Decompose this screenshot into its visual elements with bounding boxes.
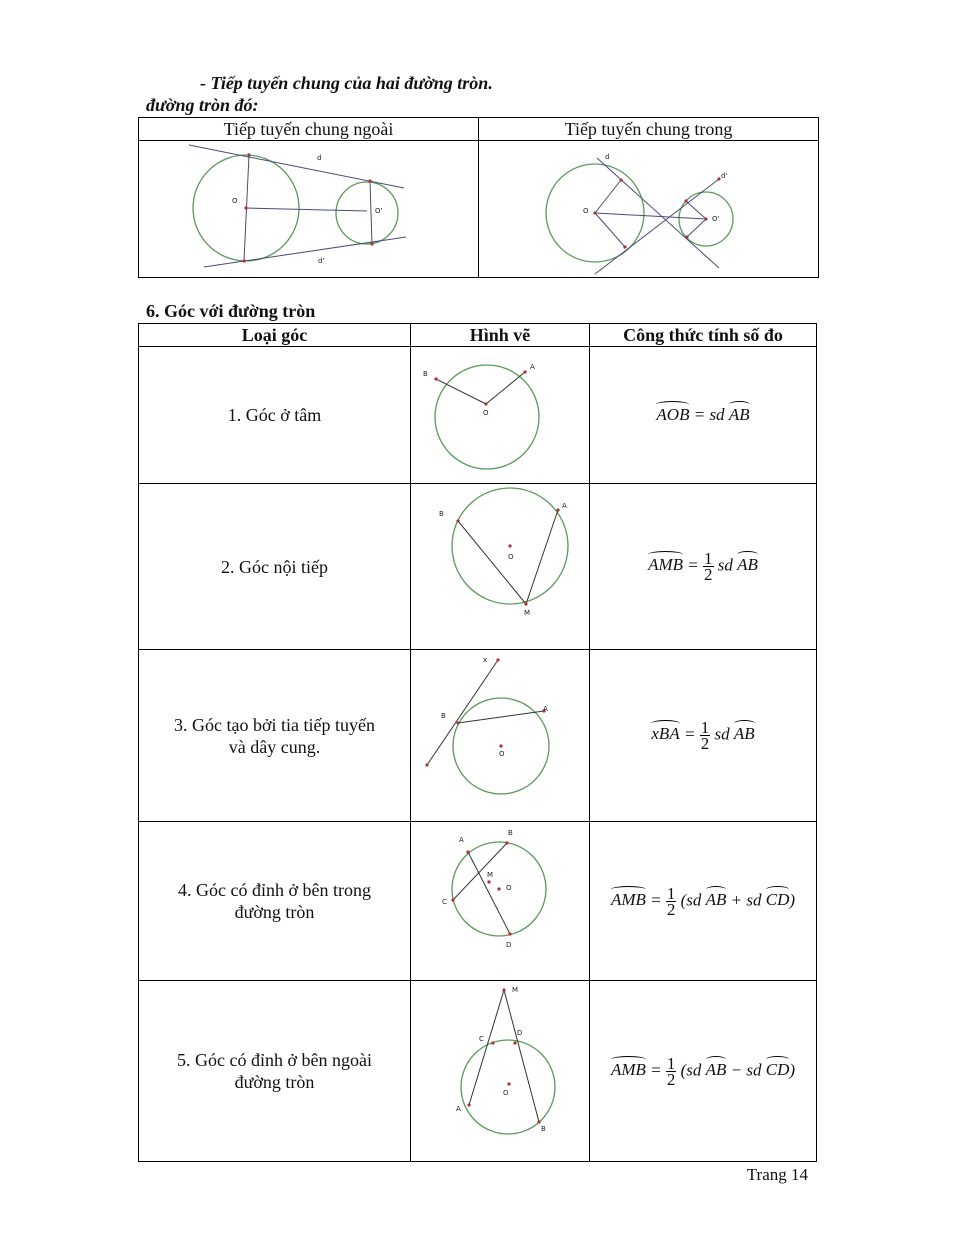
tangent-chord-angle-figure bbox=[411, 650, 589, 821]
col-inner-tangent: Tiếp tuyến chung trong bbox=[479, 118, 819, 141]
label-O: O bbox=[503, 1089, 509, 1097]
label-A: A bbox=[562, 502, 567, 510]
angle-name: 5. Góc có đỉnh ở bên ngoài bbox=[177, 1050, 372, 1070]
label-O: O bbox=[508, 553, 514, 561]
formula-lhs: AMB bbox=[648, 555, 684, 575]
tangent-section-title: - Tiếp tuyến chung của hai đường tròn. bbox=[200, 73, 493, 93]
col-outer-tangent: Tiếp tuyến chung ngoài bbox=[139, 118, 479, 141]
angle-name-cell bbox=[139, 981, 411, 1162]
label-C: C bbox=[479, 1035, 484, 1043]
formula-arc: AB bbox=[733, 724, 755, 744]
formula-lhs: AMB bbox=[610, 1059, 646, 1079]
label-D: D bbox=[506, 941, 512, 949]
label-B: B bbox=[441, 712, 446, 720]
label-B: B bbox=[541, 1125, 546, 1133]
formula-cell: AOB = sd AB bbox=[590, 347, 817, 484]
page-number: Trang 14 bbox=[746, 1165, 808, 1184]
formula-arc-2: CD bbox=[765, 889, 790, 909]
outer-tangent-figure bbox=[139, 141, 478, 277]
label-d: d bbox=[605, 153, 610, 161]
formula-arc-2: CD bbox=[765, 1059, 790, 1079]
formula-fraction: $\frac{1}{2}$ bbox=[666, 1053, 676, 1089]
label-C: C bbox=[442, 898, 447, 906]
center-line bbox=[246, 208, 367, 211]
radius-small bbox=[370, 181, 372, 244]
formula-arc-1: AB bbox=[705, 889, 727, 909]
tangent-section-subtitle: đường tròn đó: bbox=[146, 95, 259, 115]
table-row bbox=[139, 650, 817, 822]
table-row bbox=[139, 822, 817, 981]
angle-name: 2. Góc nội tiếp bbox=[221, 556, 328, 577]
label-O: O bbox=[506, 884, 512, 892]
small-circle bbox=[336, 182, 398, 244]
label-x: x bbox=[483, 656, 488, 664]
label-A: A bbox=[459, 836, 464, 844]
formula-arc: AB bbox=[737, 555, 758, 575]
label-M: M bbox=[512, 986, 519, 994]
label-A: A bbox=[530, 363, 535, 371]
tangent-line-d2 bbox=[595, 179, 719, 274]
label-D: D bbox=[517, 1029, 523, 1037]
label-O: O bbox=[583, 207, 589, 215]
label-O2: O' bbox=[712, 215, 720, 223]
figure-cell bbox=[411, 347, 590, 484]
label-A: A bbox=[543, 705, 548, 713]
angle-name: 4. Góc có đỉnh ở bên trong bbox=[178, 880, 371, 900]
formula-lhs: xBA bbox=[651, 724, 680, 744]
tangent-table bbox=[138, 117, 819, 278]
tangent-line-d bbox=[189, 145, 404, 188]
formula-lhs: AMB bbox=[610, 889, 646, 909]
angle-name: 3. Góc tạo bởi tia tiếp tuyến bbox=[174, 714, 375, 735]
angle-name-cell bbox=[139, 347, 411, 484]
angle-name: 1. Góc ở tâm bbox=[227, 405, 322, 425]
label-A: A bbox=[456, 1105, 461, 1113]
label-B: B bbox=[439, 510, 444, 518]
inner-tangent-figure bbox=[479, 141, 818, 277]
figure-cell bbox=[411, 650, 590, 822]
formula-fraction: $\frac{1}{2}$ bbox=[700, 718, 710, 753]
formula-lhs: AOB bbox=[656, 405, 690, 424]
angles-section-title: 6. Góc với đường tròn bbox=[146, 301, 316, 321]
figure-cell bbox=[411, 981, 590, 1162]
angle-name-line2: đường tròn bbox=[234, 902, 315, 922]
formula-cell: AMB = $\frac{1}{2}$ (sd AB − sd CD) bbox=[590, 981, 817, 1162]
label-d2: d' bbox=[721, 172, 728, 180]
tangent-line-d2 bbox=[204, 237, 406, 267]
formula-cell: xBA = $\frac{1}{2}$ sd AB bbox=[590, 650, 817, 822]
label-d2: d' bbox=[318, 257, 325, 265]
formula-arc-1: AB bbox=[705, 1059, 727, 1079]
outer-tangent-figure-cell bbox=[139, 141, 479, 278]
interior-angle-figure bbox=[411, 822, 589, 980]
formula-prefix: sd bbox=[717, 555, 733, 575]
radius-2 bbox=[595, 213, 625, 247]
header-formula: Công thức tính số đo bbox=[590, 324, 817, 347]
angle-name-line2: và dây cung. bbox=[228, 736, 321, 757]
label-M: M bbox=[524, 609, 531, 617]
label-O: O bbox=[232, 197, 238, 205]
label-M: M bbox=[487, 871, 494, 879]
formula-prefix: sd bbox=[709, 405, 725, 424]
formula-fraction: $\frac{1}{2}$ bbox=[704, 549, 713, 584]
formula-fraction: $\frac{1}{2}$ bbox=[666, 883, 676, 919]
table-row bbox=[139, 484, 817, 650]
table-row bbox=[139, 347, 817, 484]
header-type: Loại góc bbox=[139, 324, 411, 347]
label-B: B bbox=[423, 370, 428, 378]
formula-arc: AB bbox=[728, 405, 750, 424]
label-B: B bbox=[508, 829, 513, 837]
label-O: O bbox=[483, 409, 489, 417]
formula-cell: AMB = $\frac{1}{2}$ (sd AB + sd CD) bbox=[590, 822, 817, 981]
header-figure: Hình vẽ bbox=[411, 324, 590, 347]
table-row bbox=[139, 981, 817, 1162]
label-O: O bbox=[499, 750, 505, 758]
angle-name-line2: đường tròn bbox=[234, 1072, 315, 1092]
radius-4 bbox=[687, 219, 706, 237]
radius-3 bbox=[686, 201, 706, 219]
figure-cell bbox=[411, 822, 590, 981]
angle-name-cell bbox=[139, 650, 411, 822]
figure-cell bbox=[411, 484, 590, 650]
exterior-angle-figure bbox=[411, 981, 589, 1161]
inner-tangent-figure-cell bbox=[479, 141, 819, 278]
tangent-line-d bbox=[597, 158, 719, 268]
angle-name-cell bbox=[139, 484, 411, 650]
angles-table bbox=[138, 323, 817, 1162]
formula-cell: AMB = $\frac{1}{2}$ sd AB bbox=[590, 484, 817, 650]
inscribed-angle-figure bbox=[411, 484, 589, 649]
central-angle-figure bbox=[411, 347, 589, 483]
angle-name-cell bbox=[139, 822, 411, 981]
label-d: d bbox=[317, 154, 322, 162]
radius-1 bbox=[595, 180, 621, 213]
center-line bbox=[595, 213, 706, 219]
formula-prefix: sd bbox=[714, 724, 730, 744]
label-O2: O' bbox=[375, 207, 383, 215]
